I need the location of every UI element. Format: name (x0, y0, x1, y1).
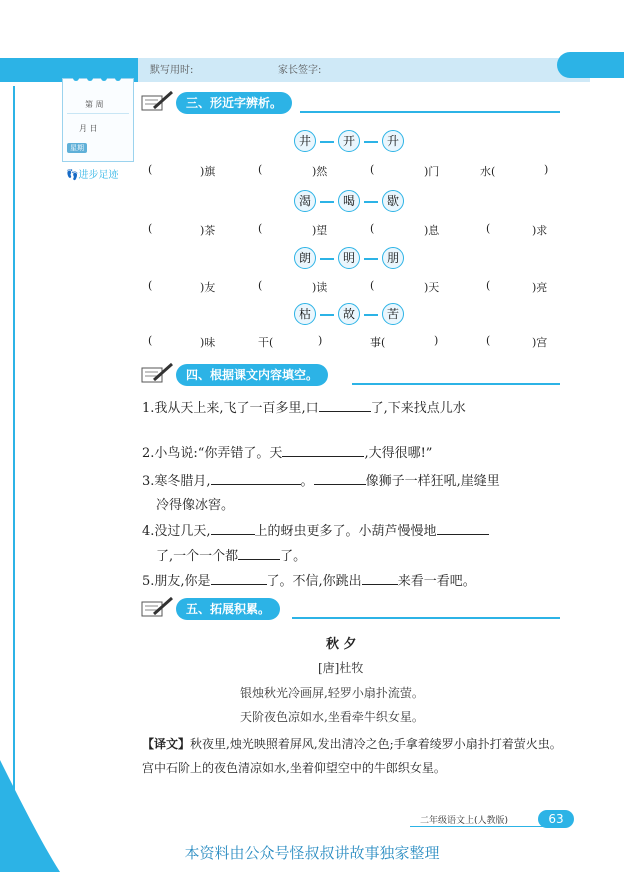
question-continuation: 冷得像冰窖。 (156, 498, 235, 513)
char-chip: 故 (338, 303, 360, 325)
answer-blank[interactable] (362, 572, 398, 585)
char-chip: 井 (294, 130, 316, 152)
question-item: 1.我从天上来,飞了一百多里,口 了,下来找点儿水 (142, 401, 466, 416)
fill-blank: )然 (312, 165, 328, 178)
calendar-week: 第 周 (85, 100, 104, 109)
ring-icon (115, 75, 121, 81)
fill-blank: )亮 (532, 281, 548, 294)
question-item: 5.朋友,你是 了。不信,你跳出 来看一看吧。 (142, 574, 476, 589)
fill-blank: ( (486, 279, 491, 292)
fill-blank: ( (370, 222, 375, 235)
fill-blank: 干( (258, 336, 274, 349)
fill-blank: )味 (200, 336, 216, 349)
parent-signature-label: 家长签字: (278, 65, 322, 76)
ring-icon (87, 75, 93, 81)
fill-blank: ( (258, 163, 263, 176)
char-chip: 开 (338, 130, 360, 152)
translation-label: 【译文】 (142, 737, 191, 751)
book-label: 二年级语文上(人教版) (420, 816, 509, 826)
fill-blank: ( (486, 222, 491, 235)
footer-rule (410, 826, 544, 827)
ring-icon (73, 75, 79, 81)
dash (320, 201, 334, 203)
page-number: 63 (538, 810, 574, 828)
translation (142, 732, 570, 780)
calendar-day-badge: 星期 (67, 143, 87, 153)
answer-blank[interactable] (314, 472, 366, 485)
question-continuation: 了,一个一个都 了。 (156, 549, 307, 564)
left-margin-line (13, 86, 15, 821)
section3-title: 三、形近字辨析。 (176, 92, 292, 114)
fill-blank: )宫 (532, 336, 548, 349)
dash (364, 141, 378, 143)
fill-blank: )天 (424, 281, 440, 294)
answer-blank[interactable] (319, 399, 371, 412)
pencil-book-icon (140, 596, 176, 618)
translation-text: 秋夜里,烛光映照着屏风,发出清冷之色;手拿着绫罗小扇扑打着萤火虫。宫中石阶上的夜色清凉如水,坐着仰望空中的牛郎织女星。 (142, 737, 562, 775)
char-chip: 喝 (338, 190, 360, 212)
dash (320, 258, 334, 260)
fill-blank: ) (544, 163, 549, 176)
fill-blank: )读 (312, 281, 328, 294)
pencil-book-icon (140, 362, 176, 384)
char-chip: 朋 (382, 247, 404, 269)
fill-blank: ( (486, 334, 491, 347)
fill-blank: )旗 (200, 165, 216, 178)
question-item: 2.小鸟说:“你弄错了。天 ,大得很哪!” (142, 446, 433, 461)
poem-line: 天阶夜色凉如水,坐看牵牛织女星。 (240, 710, 424, 724)
answer-blank[interactable] (437, 522, 489, 535)
watermark-text: 本资料由公众号怪叔叔讲故事独家整理 (184, 844, 440, 862)
poem-author: [唐]杜牧 (318, 661, 364, 675)
char-chip: 枯 (294, 303, 316, 325)
answer-blank[interactable] (211, 522, 255, 535)
fill-blank: ( (148, 222, 153, 235)
fill-blank: ) (434, 334, 439, 347)
fill-blank: ( (148, 163, 153, 176)
question-item: 3.寒冬腊月, 。 像狮子一样狂吼,崖缝里 (142, 474, 500, 489)
calendar-card (62, 78, 134, 162)
char-chip: 明 (338, 247, 360, 269)
fill-blank: ( (148, 334, 153, 347)
fill-blank: 事( (370, 336, 386, 349)
calendar-date: 月 日 (79, 124, 98, 133)
section4-title: 四、根据课文内容填空。 (176, 364, 328, 386)
fill-blank: )门 (424, 165, 440, 178)
section5-title: 五、拓展积累。 (176, 598, 280, 620)
fill-blank: )茶 (200, 224, 216, 237)
header-tab-right (557, 52, 624, 78)
footprint-icon: 👣 (66, 170, 79, 181)
char-chip: 苦 (382, 303, 404, 325)
fill-blank: ( (148, 279, 153, 292)
answer-blank[interactable] (238, 547, 280, 560)
fill-blank: )求 (532, 224, 548, 237)
char-chip: 升 (382, 130, 404, 152)
poem-line: 银烛秋光冷画屏,轻罗小扇扑流萤。 (240, 686, 424, 700)
ring-icon (101, 75, 107, 81)
answer-blank[interactable] (282, 444, 364, 457)
section3-rule (300, 111, 560, 113)
pencil-book-icon (140, 90, 176, 112)
fill-blank: )望 (312, 224, 328, 237)
dictation-time-label: 默写用时: (150, 65, 194, 76)
fill-blank: 水( (480, 165, 496, 178)
char-chip: 歇 (382, 190, 404, 212)
fill-blank: ( (370, 279, 375, 292)
dash (320, 141, 334, 143)
section4-rule (352, 383, 560, 385)
answer-blank[interactable] (211, 472, 301, 485)
dash (364, 314, 378, 316)
fill-blank: ) (318, 334, 323, 347)
dash (364, 258, 378, 260)
section5-rule (292, 617, 560, 619)
fill-blank: ( (258, 222, 263, 235)
dash (364, 201, 378, 203)
fill-blank: )友 (200, 281, 216, 294)
dash (320, 314, 334, 316)
fill-blank: ( (370, 163, 375, 176)
char-chip: 渴 (294, 190, 316, 212)
question-item: 4.没过几天, 上的蚜虫更多了。小葫芦慢慢地 (142, 520, 489, 539)
fill-blank: )息 (424, 224, 440, 237)
char-chip: 朗 (294, 247, 316, 269)
steps-label: 👣进步足迹 (66, 170, 119, 181)
answer-blank[interactable] (211, 572, 267, 585)
poem-title: 秋 夕 (326, 637, 357, 652)
fill-blank: ( (258, 279, 263, 292)
divider (67, 113, 129, 114)
